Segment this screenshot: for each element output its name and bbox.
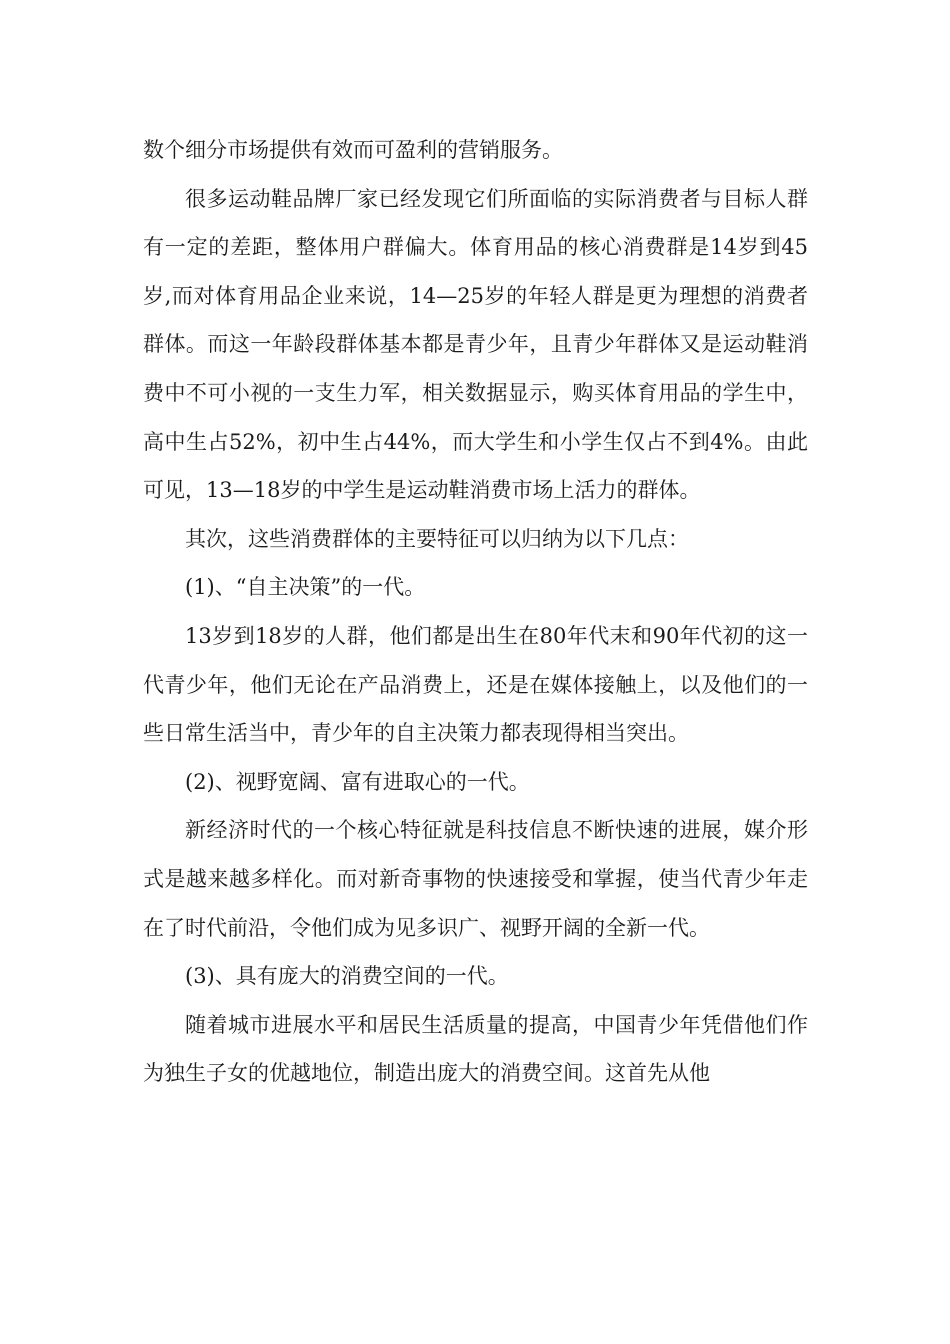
paragraph-feature-1: 13岁到18岁的人群，他们都是出生在80年代末和90年代初的这一代青少年，他们无论在产品消费上，还是在媒体接触上，以及他们的一些日常生活当中，青少年的自主决策力都表现得相当突出。 bbox=[143, 623, 808, 746]
body-text bbox=[143, 126, 808, 1098]
paragraph-target-audience: 很多运动鞋品牌厂家已经发现它们所面临的实际消费者与目标人群有一定的差距，整体用户群偏大。体育用品的核心消费群是14岁到45岁,而对体育用品企业来说，14—25岁的年轻人群是更为理想的消费者群体。而这一年龄段群体基本都是青少年，且青少年群体又是运动鞋消费中不可小视的一支生力军，相关数据显示，购买体育用品的学生中，高中生占52%，初中生占44%，而大学生和小学生仅占不到4%。由此可见，13—18岁的中学生是运动鞋消费市场上活力的群体。 bbox=[143, 186, 808, 503]
heading-feature-1: (1)、“自主决策”的一代。 bbox=[185, 575, 426, 600]
heading-feature-2: (2)、视野宽阔、富有进取心的一代。 bbox=[185, 769, 530, 794]
paragraph-continuation: 数个细分市场提供有效而可盈利的营销服务。 bbox=[143, 138, 563, 162]
paragraph-feature-3: 随着城市进展水平和居民生活质量的提高，中国青少年凭借他们作为独生子女的优越地位，制造出庞大的消费空间。这首先从他 bbox=[143, 1012, 808, 1086]
paragraph-feature-2: 新经济时代的一个核心特征就是科技信息不断快速的进展，媒介形式是越来越多样化。而对新奇事物的快速接受和掌握，使当代青少年走在了时代前沿，令他们成为见多识广、视野开阔的全新一代。 bbox=[143, 818, 808, 940]
paragraph-features-intro: 其次，这些消费群体的主要特征可以归纳为以下几点： bbox=[185, 526, 689, 551]
heading-feature-3: (3)、具有庞大的消费空间的一代。 bbox=[185, 964, 509, 989]
